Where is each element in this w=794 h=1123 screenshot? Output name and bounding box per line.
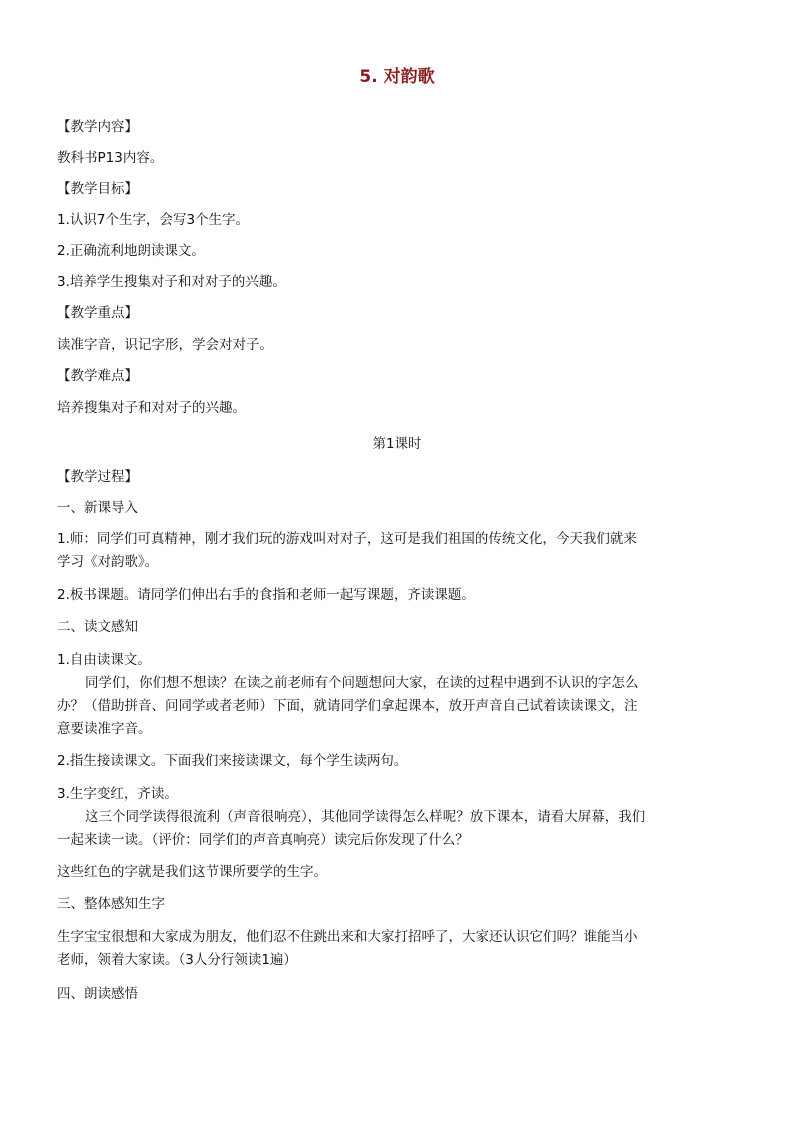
subsection-heading: 二、读文感知 <box>57 619 138 635</box>
paragraph: 教科书P13内容。 <box>57 150 164 166</box>
paragraph-continuation: 意要读准字音。 <box>57 721 152 737</box>
paragraph-continuation: 一起来读一读。（评价：同学们的声音真响亮）读完后你发现了什么？ <box>57 832 469 848</box>
paragraph-continuation: 老师，领着大家读。（3人分行领读1遍） <box>57 952 297 968</box>
paragraph: 1.认识7个生字，会写3个生字。 <box>57 212 250 228</box>
paragraph: 1.师：同学们可真精神，刚才我们玩的游戏叫对对子，这可是我们祖国的传统文化，今天我们就来 <box>57 531 637 547</box>
section-heading-content: 【教学内容】 <box>57 119 138 135</box>
paragraph-indented: 同学们，你们想不想读？在读之前老师有个问题想问大家，在读的过程中遇到不认识的字怎么 <box>85 675 639 691</box>
paragraph-continuation: 学习《对韵歌》。 <box>57 554 159 570</box>
paragraph: 培养搜集对子和对对子的兴趣。 <box>57 400 246 416</box>
paragraph-indented: 这三个同学读得很流利（声音很响亮），其他同学读得怎么样呢？放下课本，请看大屏幕，我们 <box>85 809 646 825</box>
paragraph-continuation: 办？（借助拼音、问同学或者老师）下面，就请同学们拿起课本，放开声音自己试着读读课文，注 <box>57 698 638 714</box>
section-heading-key-points: 【教学重点】 <box>57 305 138 321</box>
paragraph: 读准字音，识记字形，学会对对子。 <box>57 337 273 353</box>
section-heading-goals: 【教学目标】 <box>57 181 138 197</box>
section-heading-difficulties: 【教学难点】 <box>57 368 138 384</box>
paragraph: 这些红色的字就是我们这节课所要学的生字。 <box>57 864 327 880</box>
paragraph: 1.自由读课文。 <box>57 652 151 668</box>
document-title: 5. 对韵歌 <box>359 67 435 87</box>
paragraph: 生字宝宝很想和大家成为朋友，他们忍不住跳出来和大家打招呼了，大家还认识它们吗？谁能当小 <box>57 929 638 945</box>
subsection-heading: 四、朗读感悟 <box>57 986 138 1002</box>
paragraph: 2.正确流利地朗读课文。 <box>57 243 205 259</box>
paragraph: 2.板书课题。请同学们伸出右手的食指和老师一起写课题，齐读课题。 <box>57 587 475 603</box>
section-heading-process: 【教学过程】 <box>57 469 138 485</box>
paragraph: 3.培养学生搜集对子和对对子的兴趣。 <box>57 274 286 290</box>
paragraph: 2.指生接读课文。下面我们来接读课文，每个学生读两句。 <box>57 753 408 769</box>
subsection-heading: 三、整体感知生字 <box>57 896 165 912</box>
lesson-period-heading: 第1课时 <box>372 436 422 452</box>
subsection-heading: 一、新课导入 <box>57 500 138 516</box>
paragraph: 3.生字变红，齐读。 <box>57 786 178 802</box>
